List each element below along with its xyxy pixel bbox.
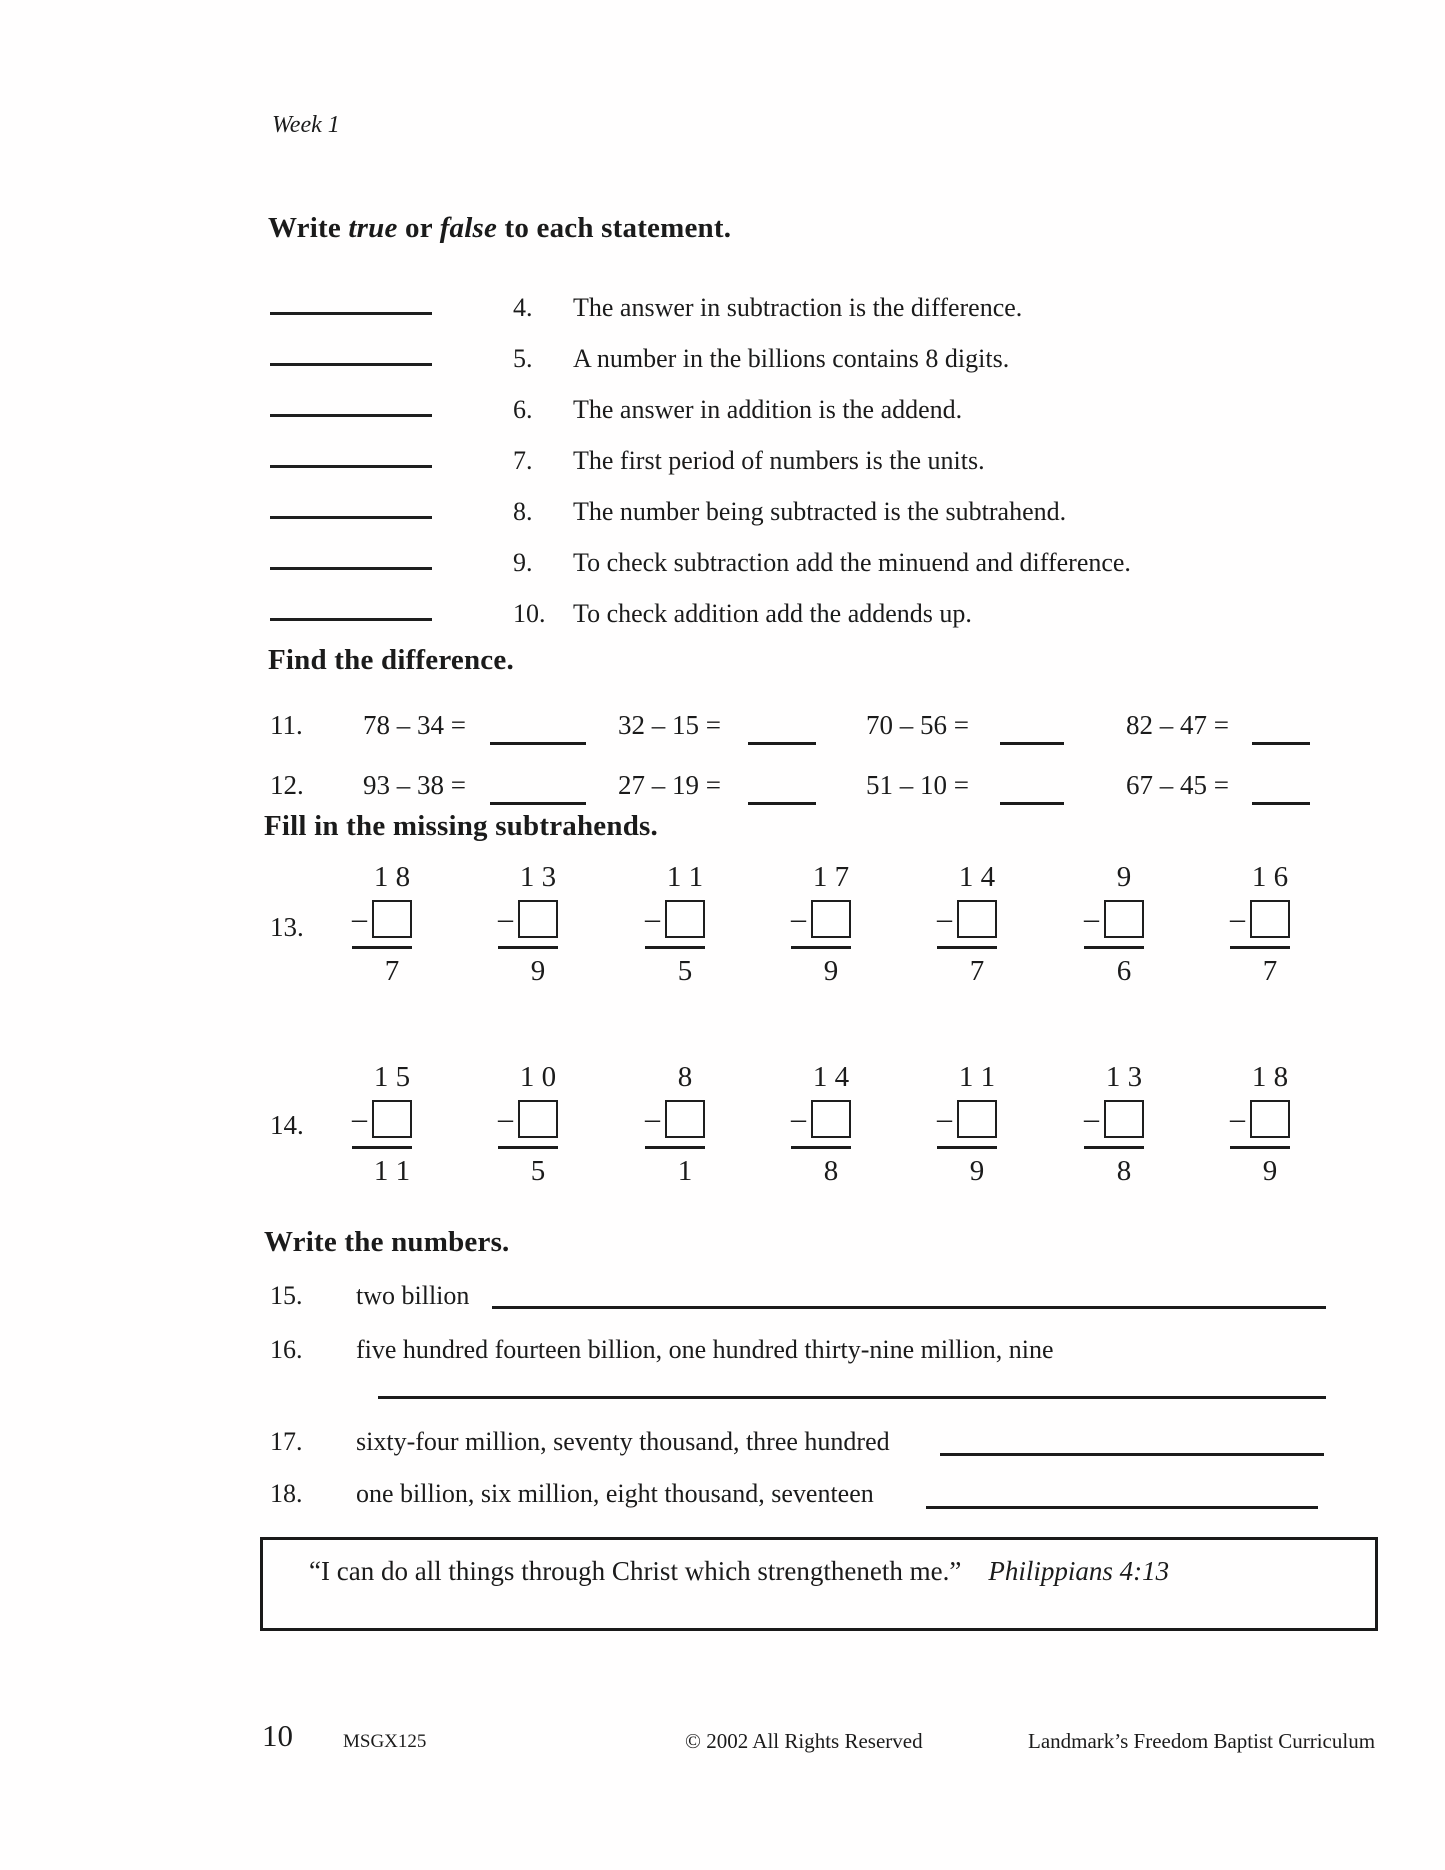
- statement-text: The answer in subtraction is the difference.: [573, 293, 1023, 322]
- heading-word-false: false: [439, 212, 498, 244]
- minuend: 1 3: [1105, 1061, 1143, 1093]
- difference-value: 9: [530, 955, 546, 987]
- minus-sign: –: [937, 901, 952, 935]
- answer-line: [1252, 742, 1310, 745]
- subtraction-problem: [482, 1058, 592, 1188]
- answer-line: [378, 1396, 1326, 1399]
- equals-line: [352, 1146, 412, 1149]
- subtrahend-answer-box: [1104, 1100, 1144, 1138]
- heading-word-true: true: [348, 212, 398, 244]
- equals-line: [937, 1146, 997, 1149]
- subtrahend-answer-box: [957, 1100, 997, 1138]
- equals-line: [1230, 946, 1290, 949]
- equals-line: [645, 946, 705, 949]
- difference-value: 9: [823, 955, 839, 987]
- difference-value: 5: [530, 1155, 546, 1187]
- find-difference-heading: Find the difference.: [268, 644, 514, 676]
- minus-sign: –: [937, 1101, 952, 1135]
- minuend: 1 4: [958, 861, 996, 893]
- item-number: 15.: [270, 1281, 303, 1310]
- difference-value: 9: [1262, 1155, 1278, 1187]
- subtraction-equation: 78 – 34 =: [363, 710, 466, 740]
- equals-line: [498, 946, 558, 949]
- subtrahend-answer-box: [665, 900, 705, 938]
- answer-blank-line: [270, 414, 432, 417]
- difference-value: 7: [969, 955, 985, 987]
- minus-sign: –: [498, 1101, 513, 1135]
- item-text: five hundred fourteen billion, one hundred thirty-nine million, nine: [356, 1335, 1054, 1364]
- subtraction-problem: [629, 858, 739, 988]
- statement-number: 4.: [513, 293, 533, 322]
- answer-blank-line: [270, 312, 432, 315]
- subtrahends-heading: Fill in the missing subtrahends.: [264, 810, 658, 842]
- statement-text: The number being subtracted is the subtrahend.: [573, 497, 1067, 526]
- true-false-heading: [268, 212, 731, 245]
- problem-number: 14.: [270, 1110, 304, 1140]
- write-numbers-heading: Write the numbers.: [264, 1226, 510, 1258]
- subtraction-problem: [921, 1058, 1031, 1188]
- subtraction-problem: [482, 858, 592, 988]
- answer-blank-line: [270, 465, 432, 468]
- minuend: 1 4: [812, 1061, 850, 1093]
- minuend: 1 1: [958, 1061, 996, 1093]
- subtraction-problem: [336, 1058, 446, 1188]
- minuend: 1 8: [373, 861, 411, 893]
- equals-line: [498, 1146, 558, 1149]
- item-text: two billion: [356, 1281, 470, 1310]
- subtraction-equation: 70 – 56 =: [866, 710, 969, 740]
- difference-value: 8: [1116, 1155, 1132, 1187]
- minus-sign: –: [498, 901, 513, 935]
- subtrahend-answer-box: [811, 1100, 851, 1138]
- statement-number: 7.: [513, 446, 533, 475]
- statement-text: To check addition add the addends up.: [573, 599, 972, 628]
- verse-reference: Philippians 4:13: [988, 1556, 1170, 1586]
- subtrahend-answer-box: [957, 900, 997, 938]
- subtrahend-answer-box: [1104, 900, 1144, 938]
- minus-sign: –: [352, 1101, 367, 1135]
- problem-number: 13.: [270, 912, 304, 942]
- statement-number: 10.: [513, 599, 546, 628]
- subtraction-problem: [775, 1058, 885, 1188]
- answer-line: [1000, 742, 1064, 745]
- equals-line: [352, 946, 412, 949]
- subtraction-equation: 82 – 47 =: [1126, 710, 1229, 740]
- page-number: 10: [262, 1718, 293, 1753]
- item-number: 17.: [270, 1427, 303, 1456]
- difference-value: 7: [384, 955, 400, 987]
- statement-text: A number in the billions contains 8 digits.: [573, 344, 1010, 373]
- difference-value: 5: [677, 955, 693, 987]
- subtrahend-answer-box: [372, 1100, 412, 1138]
- subtraction-equation: 93 – 38 =: [363, 770, 466, 800]
- equals-line: [645, 1146, 705, 1149]
- statement-number: 5.: [513, 344, 533, 373]
- verse-box: [260, 1537, 1378, 1631]
- minuend: 1 7: [812, 861, 850, 893]
- subtraction-equation: 27 – 19 =: [618, 770, 721, 800]
- statement-text: To check subtraction add the minuend and difference.: [573, 548, 1131, 577]
- subtrahend-answer-box: [1250, 900, 1290, 938]
- statement-number: 9.: [513, 548, 533, 577]
- subtraction-problem: [1214, 1058, 1324, 1188]
- subtraction-problem: [775, 858, 885, 988]
- equals-line: [791, 1146, 851, 1149]
- heading-part: to each statement.: [497, 212, 732, 244]
- item-text: one billion, six million, eight thousand, seventeen: [356, 1479, 874, 1508]
- equals-line: [1084, 946, 1144, 949]
- subtraction-equation: 67 – 45 =: [1126, 770, 1229, 800]
- minus-sign: –: [1084, 901, 1099, 935]
- difference-value: 9: [969, 1155, 985, 1187]
- statement-text: The answer in addition is the addend.: [573, 395, 963, 424]
- equals-line: [791, 946, 851, 949]
- equals-line: [937, 946, 997, 949]
- answer-blank-line: [270, 516, 432, 519]
- minus-sign: –: [1230, 1101, 1245, 1135]
- difference-value: 1: [677, 1155, 693, 1187]
- minus-sign: –: [1230, 901, 1245, 935]
- heading-part: or: [397, 212, 440, 244]
- difference-value: 7: [1262, 955, 1278, 987]
- answer-line: [748, 742, 816, 745]
- verse-separator: [968, 1556, 982, 1586]
- statement-number: 6.: [513, 395, 533, 424]
- minuend: 8: [677, 1061, 693, 1093]
- answer-line: [490, 802, 586, 805]
- item-number: 18.: [270, 1479, 303, 1508]
- minus-sign: –: [352, 901, 367, 935]
- answer-line: [1252, 802, 1310, 805]
- problem-number: 11.: [270, 710, 303, 740]
- subtraction-problem: [629, 1058, 739, 1188]
- equals-line: [1230, 1146, 1290, 1149]
- answer-line: [926, 1506, 1318, 1509]
- answer-blank-line: [270, 618, 432, 621]
- verse-quote: “I can do all things through Christ which strengtheneth me.”: [309, 1556, 962, 1586]
- minuend: 1 3: [519, 861, 557, 893]
- week-label: Week 1: [272, 112, 340, 138]
- difference-value: 6: [1116, 955, 1132, 987]
- subtrahend-answer-box: [372, 900, 412, 938]
- subtrahend-answer-box: [518, 1100, 558, 1138]
- subtrahend-answer-box: [811, 900, 851, 938]
- subtraction-problem: [1068, 858, 1178, 988]
- subtrahend-answer-box: [518, 900, 558, 938]
- answer-line: [940, 1453, 1324, 1456]
- item-text: sixty-four million, seventy thousand, three hundred: [356, 1427, 890, 1456]
- subtraction-problem: [336, 858, 446, 988]
- minus-sign: –: [1084, 1101, 1099, 1135]
- subtraction-problem: [921, 858, 1031, 988]
- answer-line: [490, 742, 586, 745]
- minuend: 1 6: [1251, 861, 1289, 893]
- statement-number: 8.: [513, 497, 533, 526]
- minuend: 1 8: [1251, 1061, 1289, 1093]
- heading-part: Write: [268, 212, 349, 244]
- minus-sign: –: [791, 1101, 806, 1135]
- difference-value: 8: [823, 1155, 839, 1187]
- problem-number: 12.: [270, 770, 304, 800]
- answer-blank-line: [270, 567, 432, 570]
- subtraction-equation: 51 – 10 =: [866, 770, 969, 800]
- publisher-text: Landmark’s Freedom Baptist Curriculum: [1028, 1729, 1376, 1753]
- subtraction-problem: [1068, 1058, 1178, 1188]
- minus-sign: –: [645, 1101, 660, 1135]
- equals-line: [1084, 1146, 1144, 1149]
- minus-sign: –: [645, 901, 660, 935]
- minuend: 1 1: [666, 861, 704, 893]
- minus-sign: –: [791, 901, 806, 935]
- answer-line: [748, 802, 816, 805]
- answer-blank-line: [270, 363, 432, 366]
- answer-line: [492, 1306, 1326, 1309]
- copyright-text: © 2002 All Rights Reserved: [685, 1729, 923, 1753]
- difference-value: 1 1: [373, 1155, 411, 1187]
- subtraction-problem: [1214, 858, 1324, 988]
- item-number: 16.: [270, 1335, 303, 1364]
- minuend: 9: [1116, 861, 1132, 893]
- subtrahend-answer-box: [1250, 1100, 1290, 1138]
- answer-line: [1000, 802, 1064, 805]
- minuend: 1 0: [519, 1061, 557, 1093]
- subtrahend-answer-box: [665, 1100, 705, 1138]
- subtraction-equation: 32 – 15 =: [618, 710, 721, 740]
- statement-text: The first period of numbers is the units.: [573, 446, 985, 475]
- minuend: 1 5: [373, 1061, 411, 1093]
- curriculum-code: MSGX125: [343, 1731, 427, 1752]
